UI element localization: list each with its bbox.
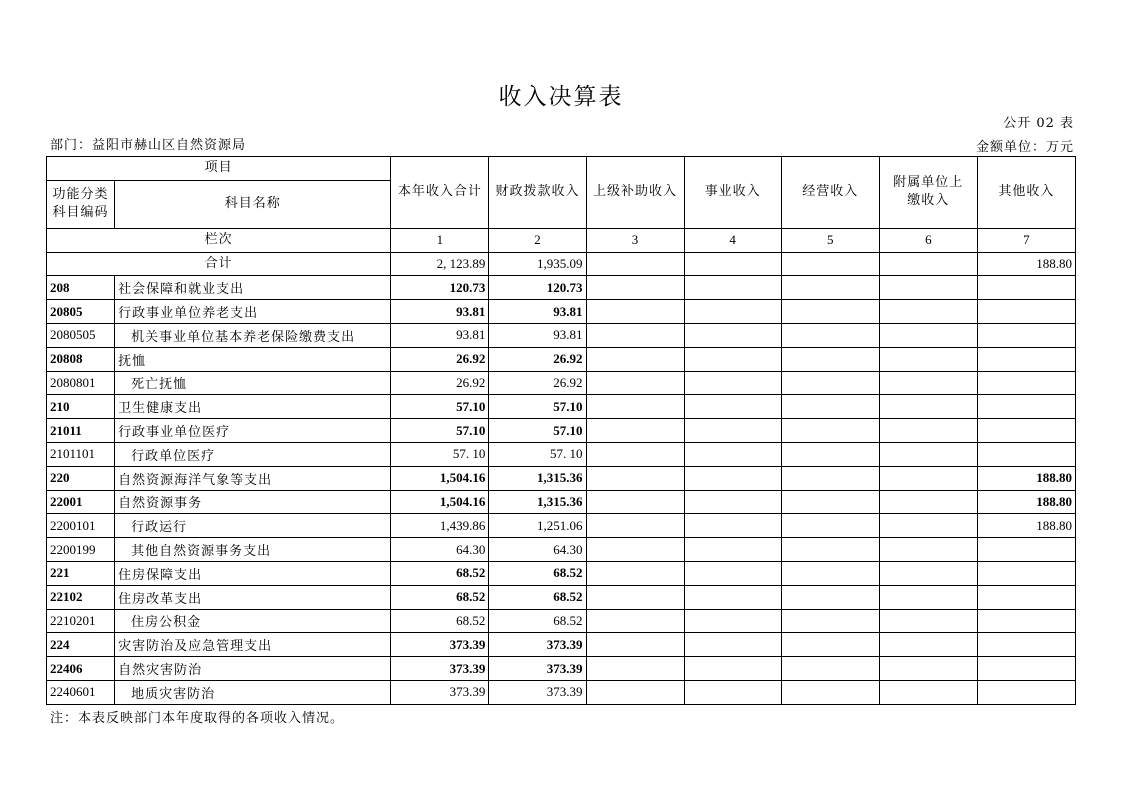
- subject-name: 行政运行: [115, 514, 391, 538]
- amount-cell: [977, 680, 1075, 704]
- amount-cell: [781, 395, 879, 419]
- amount-cell: [879, 585, 977, 609]
- amount-cell: [781, 490, 879, 514]
- amount-cell: 373.39: [391, 680, 489, 704]
- column-number: 2: [489, 228, 586, 252]
- amount-cell: [879, 419, 977, 443]
- amount-unit-label: 金额单位：万元: [975, 140, 1074, 155]
- header-col-6: 附属单位上缴收入: [879, 157, 977, 229]
- amount-cell: 57.10: [489, 419, 586, 443]
- header-row-1: [47, 157, 1076, 181]
- amount-cell: 93.81: [391, 323, 489, 347]
- form-number: 公开 02 表: [1003, 116, 1074, 131]
- amount-cell: 68.52: [489, 585, 586, 609]
- amount-cell: [781, 514, 879, 538]
- amount-cell: 64.30: [391, 538, 489, 562]
- amount-cell: 1,251.06: [489, 514, 586, 538]
- amount-cell: [879, 323, 977, 347]
- amount-cell: [684, 276, 781, 300]
- subject-code: 22102: [47, 585, 115, 609]
- amount-cell: [586, 395, 684, 419]
- subject-code: 2101101: [47, 442, 115, 466]
- total-value: [781, 252, 879, 276]
- subject-code: 22001: [47, 490, 115, 514]
- amount-cell: [781, 538, 879, 562]
- amount-cell: [879, 395, 977, 419]
- amount-cell: [586, 514, 684, 538]
- amount-cell: 68.52: [391, 561, 489, 585]
- subject-name: 社会保障和就业支出: [115, 276, 391, 300]
- amount-cell: [781, 585, 879, 609]
- table-body: [47, 157, 1076, 705]
- amount-cell: [879, 347, 977, 371]
- amount-cell: [586, 609, 684, 633]
- amount-cell: [684, 300, 781, 324]
- subject-code: 224: [47, 633, 115, 657]
- table-row: [47, 680, 1076, 704]
- header-subject-name: 科目名称: [115, 180, 391, 228]
- amount-cell: [781, 609, 879, 633]
- amount-cell: [879, 300, 977, 324]
- amount-cell: [977, 538, 1075, 562]
- amount-cell: 93.81: [489, 323, 586, 347]
- column-number: 5: [781, 228, 879, 252]
- amount-cell: [684, 323, 781, 347]
- amount-cell: [879, 680, 977, 704]
- subject-name: 行政事业单位养老支出: [115, 300, 391, 324]
- total-label: 合计: [47, 252, 391, 276]
- amount-cell: [586, 276, 684, 300]
- amount-cell: [879, 371, 977, 395]
- subject-code: 221: [47, 561, 115, 585]
- amount-cell: [586, 585, 684, 609]
- amount-cell: 373.39: [391, 657, 489, 681]
- subject-name: 住房保障支出: [115, 561, 391, 585]
- table-row: [47, 323, 1076, 347]
- amount-cell: [684, 609, 781, 633]
- amount-cell: [879, 633, 977, 657]
- amount-cell: 188.80: [977, 466, 1075, 490]
- amount-cell: 188.80: [977, 514, 1075, 538]
- subject-name: 其他自然资源事务支出: [115, 538, 391, 562]
- amount-cell: 93.81: [489, 300, 586, 324]
- amount-cell: 68.52: [391, 609, 489, 633]
- table-row: [47, 490, 1076, 514]
- amount-cell: [781, 442, 879, 466]
- subject-code: 220: [47, 466, 115, 490]
- subject-code: 208: [47, 276, 115, 300]
- footnote: 注：本表反映部门本年度取得的各项收入情况。: [50, 711, 345, 726]
- subject-code: 2200199: [47, 538, 115, 562]
- subject-code: 2210201: [47, 609, 115, 633]
- subject-name: 机关事业单位基本养老保险缴费支出: [115, 323, 391, 347]
- amount-cell: [879, 276, 977, 300]
- amount-cell: [586, 442, 684, 466]
- amount-cell: [977, 561, 1075, 585]
- amount-cell: [879, 609, 977, 633]
- subject-code: 2080801: [47, 371, 115, 395]
- amount-cell: [586, 680, 684, 704]
- amount-cell: 120.73: [391, 276, 489, 300]
- amount-cell: 57.10: [391, 419, 489, 443]
- header-col-5: 经营收入: [781, 157, 879, 229]
- table-row: [47, 538, 1076, 562]
- amount-cell: 57.10: [489, 395, 586, 419]
- subject-name: 行政单位医疗: [115, 442, 391, 466]
- amount-cell: [781, 347, 879, 371]
- subject-name: 卫生健康支出: [115, 395, 391, 419]
- amount-cell: 120.73: [489, 276, 586, 300]
- header-col-2: 财政拨款收入: [489, 157, 586, 229]
- amount-cell: 64.30: [489, 538, 586, 562]
- amount-cell: [977, 585, 1075, 609]
- header-col-1: 本年收入合计: [391, 157, 489, 229]
- column-index-row: [47, 228, 1076, 252]
- amount-cell: 26.92: [489, 347, 586, 371]
- amount-cell: 373.39: [489, 680, 586, 704]
- amount-cell: [977, 347, 1075, 371]
- amount-cell: [781, 680, 879, 704]
- table-row: [47, 585, 1076, 609]
- subject-name: 自然资源海洋气象等支出: [115, 466, 391, 490]
- table-row: [47, 395, 1076, 419]
- subject-code: 2080505: [47, 323, 115, 347]
- amount-cell: [977, 300, 1075, 324]
- amount-cell: [586, 490, 684, 514]
- amount-cell: [684, 490, 781, 514]
- subject-code: 22406: [47, 657, 115, 681]
- amount-cell: [684, 585, 781, 609]
- table-row: [47, 609, 1076, 633]
- amount-cell: [586, 300, 684, 324]
- amount-cell: [684, 633, 781, 657]
- subject-code: 20808: [47, 347, 115, 371]
- amount-cell: [977, 657, 1075, 681]
- table-row: [47, 633, 1076, 657]
- column-number: 7: [977, 228, 1075, 252]
- subject-name: 住房公积金: [115, 609, 391, 633]
- amount-cell: [586, 371, 684, 395]
- subject-name: 灾害防治及应急管理支出: [115, 633, 391, 657]
- amount-cell: [977, 371, 1075, 395]
- subject-code: 20805: [47, 300, 115, 324]
- amount-cell: [684, 419, 781, 443]
- table-row: [47, 442, 1076, 466]
- amount-cell: [781, 419, 879, 443]
- subject-code: 210: [47, 395, 115, 419]
- amount-cell: [781, 561, 879, 585]
- amount-cell: [684, 347, 781, 371]
- amount-cell: [586, 347, 684, 371]
- amount-cell: [781, 657, 879, 681]
- subject-code: 21011: [47, 419, 115, 443]
- amount-cell: [781, 633, 879, 657]
- amount-cell: [684, 561, 781, 585]
- amount-cell: 373.39: [489, 633, 586, 657]
- table-row: [47, 419, 1076, 443]
- amount-cell: 1,439.86: [391, 514, 489, 538]
- amount-cell: 93.81: [391, 300, 489, 324]
- amount-cell: 1,315.36: [489, 490, 586, 514]
- amount-cell: [684, 371, 781, 395]
- total-value: 1,935.09: [489, 252, 586, 276]
- subject-name: 自然资源事务: [115, 490, 391, 514]
- column-number: 1: [391, 228, 489, 252]
- subject-code: 2200101: [47, 514, 115, 538]
- header-func-code: 功能分类科目编码: [47, 180, 115, 228]
- amount-cell: 1,504.16: [391, 490, 489, 514]
- amount-cell: 188.80: [977, 490, 1075, 514]
- amount-cell: [586, 657, 684, 681]
- header-col-4: 事业收入: [684, 157, 781, 229]
- table-row: [47, 561, 1076, 585]
- amount-cell: [684, 395, 781, 419]
- amount-cell: [977, 323, 1075, 347]
- column-number: 4: [684, 228, 781, 252]
- amount-cell: [684, 466, 781, 490]
- table-row: [47, 347, 1076, 371]
- amount-cell: [586, 561, 684, 585]
- amount-cell: 68.52: [489, 609, 586, 633]
- amount-cell: [977, 276, 1075, 300]
- total-value: [879, 252, 977, 276]
- amount-cell: [684, 514, 781, 538]
- amount-cell: [684, 657, 781, 681]
- amount-cell: [781, 300, 879, 324]
- amount-cell: [977, 395, 1075, 419]
- header-col-7: 其他收入: [977, 157, 1075, 229]
- subject-name: 抚恤: [115, 347, 391, 371]
- amount-cell: [977, 609, 1075, 633]
- subject-name: 行政事业单位医疗: [115, 419, 391, 443]
- amount-cell: [879, 442, 977, 466]
- amount-cell: [879, 657, 977, 681]
- amount-cell: [781, 371, 879, 395]
- amount-cell: 68.52: [489, 561, 586, 585]
- amount-cell: 373.39: [391, 633, 489, 657]
- amount-cell: [977, 419, 1075, 443]
- subject-name: 地质灾害防治: [115, 680, 391, 704]
- amount-cell: [586, 466, 684, 490]
- income-table: [46, 156, 1076, 705]
- amount-cell: [977, 633, 1075, 657]
- amount-cell: [879, 514, 977, 538]
- header-col-3: 上级补助收入: [586, 157, 684, 229]
- column-number: 3: [586, 228, 684, 252]
- amount-cell: 26.92: [391, 347, 489, 371]
- total-row: [47, 252, 1076, 276]
- page-title: 收入决算表: [498, 84, 624, 110]
- row-index-label: 栏次: [47, 228, 391, 252]
- amount-cell: 1,315.36: [489, 466, 586, 490]
- amount-cell: [586, 538, 684, 562]
- table-row: [47, 371, 1076, 395]
- column-number: 6: [879, 228, 977, 252]
- subject-name: 自然灾害防治: [115, 657, 391, 681]
- table-row: [47, 466, 1076, 490]
- total-value: 188.80: [977, 252, 1075, 276]
- amount-cell: 57. 10: [489, 442, 586, 466]
- amount-cell: [684, 538, 781, 562]
- amount-cell: [977, 442, 1075, 466]
- amount-cell: [879, 466, 977, 490]
- amount-cell: 57. 10: [391, 442, 489, 466]
- amount-cell: 1,504.16: [391, 466, 489, 490]
- amount-cell: [586, 323, 684, 347]
- total-value: [586, 252, 684, 276]
- amount-cell: [781, 276, 879, 300]
- table-row: [47, 514, 1076, 538]
- subject-code: 2240601: [47, 680, 115, 704]
- amount-cell: [781, 466, 879, 490]
- amount-cell: [684, 680, 781, 704]
- table-row: [47, 276, 1076, 300]
- amount-cell: 26.92: [391, 371, 489, 395]
- amount-cell: [781, 323, 879, 347]
- amount-cell: [879, 538, 977, 562]
- amount-cell: [586, 419, 684, 443]
- amount-cell: 373.39: [489, 657, 586, 681]
- amount-cell: 68.52: [391, 585, 489, 609]
- subject-name: 住房改革支出: [115, 585, 391, 609]
- amount-cell: [879, 561, 977, 585]
- amount-cell: [586, 633, 684, 657]
- total-value: [684, 252, 781, 276]
- department-label: 部门：益阳市赫山区自然资源局: [50, 138, 247, 153]
- amount-cell: 57.10: [391, 395, 489, 419]
- amount-cell: [879, 490, 977, 514]
- table-row: [47, 300, 1076, 324]
- amount-cell: 26.92: [489, 371, 586, 395]
- total-value: 2, 123.89: [391, 252, 489, 276]
- table-row: [47, 657, 1076, 681]
- header-item: 项目: [47, 157, 391, 181]
- amount-cell: [684, 442, 781, 466]
- subject-name: 死亡抚恤: [115, 371, 391, 395]
